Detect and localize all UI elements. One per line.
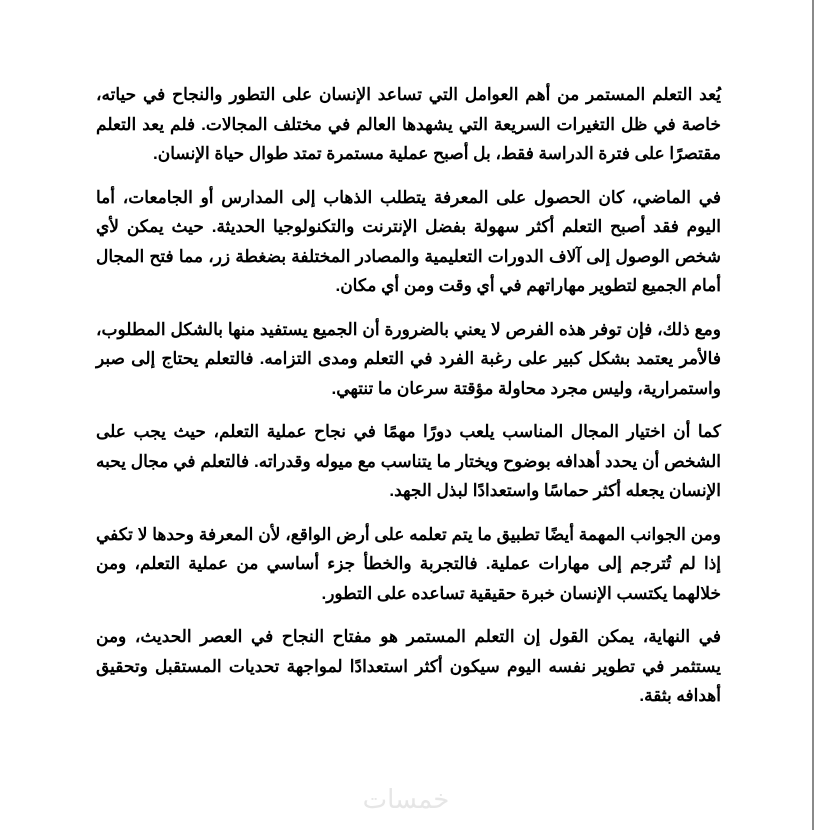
watermark-logo: خمسات: [362, 785, 450, 815]
paragraph: ومن الجوانب المهمة أيضًا تطبيق ما يتم تعلمه على أرض الواقع، لأن المعرفة وحدها لا تكفي إذا لم تُترجم إلى مهارات عملية. فالتجربة والخطأ جزء أساسي من عملية التعلم، ومن خلالهما يكتسب الإنسان خبرة حقيقية تساعده على التطور.: [96, 524, 721, 603]
paragraph: ومع ذلك، فإن توفر هذه الفرص لا يعني بالضرورة أن الجميع يستفيد منها بالشكل المطلوب، فالأمر يعتمد بشكل كبير على رغبة الفرد في التعلم ومدى التزامه. فالتعلم يحتاج إلى صبر واستمرارية، وليس مجرد محاولة مؤقتة سرعان ما تنتهي.: [96, 319, 721, 398]
paragraph: في النهاية، يمكن القول إن التعلم المستمر هو مفتاح النجاح في العصر الحديث، ومن يستثمر في تطوير نفسه اليوم سيكون أكثر استعدادًا لمواجهة تحديات المستقبل وتحقيق أهدافه بثقة.: [96, 627, 721, 705]
paragraph: يُعد التعلم المستمر من أهم العوامل التي تساعد الإنسان على التطور والنجاح في حياته، خاصة في ظل التغيرات السريعة التي يشهدها العالم في مختلف المجالات. فلم يعد التعلم مقتصرًا على فترة الدراسة فقط، بل أصبح عملية مستمرة تمتد طوال حياة الإنسان.: [96, 85, 721, 163]
paragraph: كما أن اختيار المجال المناسب يلعب دورًا مهمًا في نجاح عملية التعلم، حيث يجب على الشخص أن يحدد أهدافه بوضوح ويختار ما يتناسب مع ميوله وقدراته. فالتعلم في مجال يحبه الإنسان يجعله أكثر حماسًا واستعدادًا لبذل الجهد.: [96, 422, 721, 500]
paragraph: في الماضي، كان الحصول على المعرفة يتطلب الذهاب إلى المدارس أو الجامعات، أما اليوم فقد أصبح التعلم أكثر سهولة بفضل الإنترنت والتكنولوجيا الحديثة. حيث يمكن لأي شخص الوصول إلى آلاف الدورات التعليمية والمصادر المختلفة بضغطة زر، مما فتح المجال أمام الجميع لتطوير مهاراتهم في أي وقت ومن أي مكان.: [96, 187, 721, 295]
document-body: [96, 80, 721, 725]
